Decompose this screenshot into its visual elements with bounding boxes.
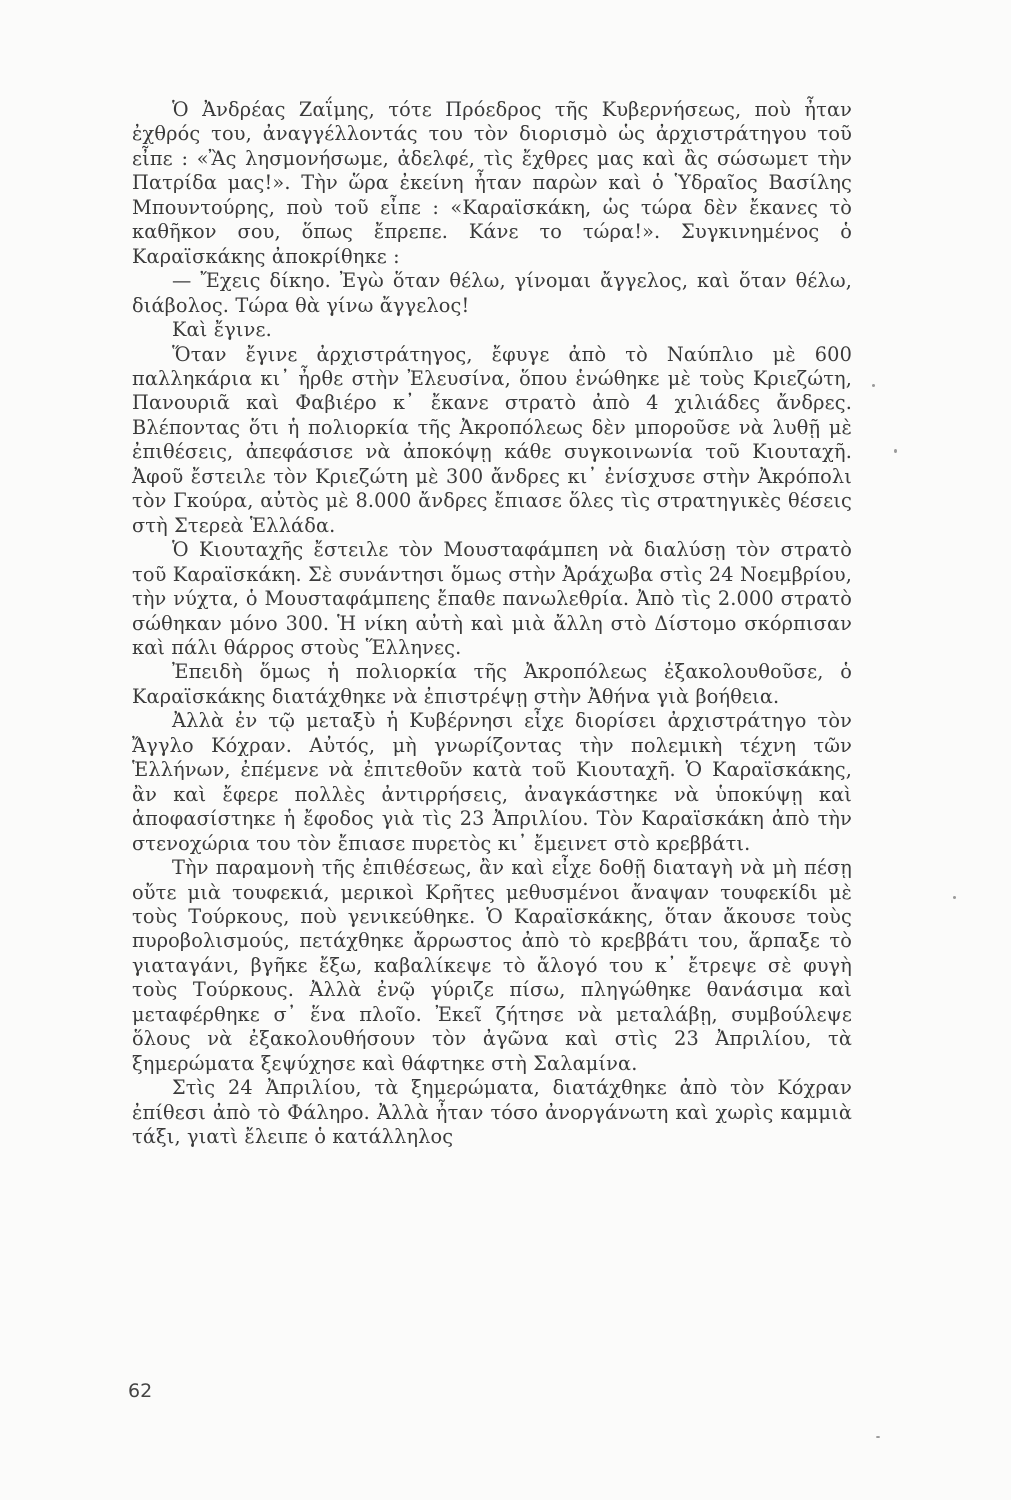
print-speck xyxy=(872,384,875,387)
paragraph-nafplio: Ὅταν ἔγινε ἀρχιστράτηγος, ἔφυγε ἀπὸ τὸ Ναύπλιο μὲ 600 παλληκάρια κι᾿ ἦρθε στὴν Ἐλευσίνα, ὅπου ἑνώθηκε μὲ τοὺς Κριεζώτη, Πανουριᾶ καὶ Φαβιέρο κ᾿ ἔκανε στρατὸ ἀπὸ 4 χιλιάδες ἄνδρες. Βλέποντας ὅτι ἡ πολιορκία τῆς Ἀκροπόλεως δὲν μποροῦσε νὰ λυθῇ μὲ ἐπιθέσεις, ἀπεφάσισε νὰ ἀποκόψῃ κάθε συγκοινωνία τοῦ Κιουταχῆ. Ἀφοῦ ἔστειλε τὸν Κριεζώτη μὲ 300 ἄνδρες κι᾿ ἐνίσχυσε στὴν Ἀκρόπολι τὸν Γκούρα, αὐτὸς μὲ 8.000 ἄνδρες ἔπιασε ὅλες τὶς στρατηγικὲς θέσεις στὴ Στερεὰ Ἑλλάδα. xyxy=(132,342,852,537)
print-speck xyxy=(953,896,956,899)
paragraph-short: Καὶ ἔγινε. xyxy=(172,318,272,342)
paragraph-kioutachis: Ὁ Κιουταχῆς ἔστειλε τὸν Μουσταφάμπεη νὰ διαλύσῃ τὸν στρατὸ τοῦ Καραϊσκάκη. Σὲ συνάντησι ὅμως στὴν Ἀράχωβα στὶς 24 Νοεμβρίου, τὴν νύχτα, ὁ Μουσταφάμπεης ἔπαθε πανωλεθρία. Ἀπὸ τὶς 2.000 στρατὸ σώθηκαν μόνο 300. Ἡ νίκη αὐτὴ καὶ μιὰ ἄλλη στὸ Δίστομο σκόρπισαν καὶ πάλι θάρρος στοὺς Ἕλληνες. xyxy=(132,538,852,659)
print-speck xyxy=(876,1436,880,1438)
body-text xyxy=(132,98,852,1149)
paragraph-cochrane: Ἀλλὰ ἐν τῷ μεταξὺ ἡ Κυβέρνησι εἶχε διορίσει ἀρχιστράτηγο τὸν Ἄγγλο Κόχραν. Αὐτός, μὴ γνωρίζοντας τὴν πολεμικὴ τέχνη τῶν Ἑλλήνων, ἐπέμενε νὰ ἐπιτεθοῦν κατὰ τοῦ Κιουταχῆ. Ὁ Καραϊσκάκης, ἂν καὶ ἔφερε πολλὲς ἀντιρρήσεις, ἀναγκάστηκε νὰ ὑποκύψῃ καὶ ἀποφασίστηκε ἡ ἔφοδος γιὰ τὶς 23 Ἀπριλίου. Τὸν Καραϊσκάκη ἀπὸ τὴν στενοχώρια του τὸν ἔπιασε πυρετὸς κι᾿ ἔμεινετ στὸ κρεββάτι. xyxy=(132,709,852,855)
paragraph-faliro: Στὶς 24 Ἀπριλίου, τὰ ξημερώματα, διατάχθηκε ἀπὸ τὸν Κόχραν ἐπίθεσι ἀπὸ τὸ Φάληρο. Ἀλλὰ ἦταν τόσο ἀνοργάνωτη καὶ χωρὶς καμμιὰ τάξι, γιατὶ ἔλειπε ὁ κατάλληλος xyxy=(132,1076,852,1149)
print-speck xyxy=(894,449,897,453)
paragraph-zaimis: Ὁ Ἀνδρέας Ζαΐμης, τότε Πρόεδρος τῆς Κυβερνήσεως, ποὺ ἦταν ἐχθρός του, ἀναγγέλλοντάς του τὸν διορισμὸ ὡς ἀρχιστράτηγου τοῦ εἶπε : «Ἂς λησμονήσωμε, ἀδελφέ, τὶς ἔχθρες μας καὶ ἂς σώσωμετ τὴν Πατρίδα μας!». Τὴν ὥρα ἐκείνη ἦταν παρὼν καὶ ὁ Ὑδραῖος Βασίλης Μπουντούρης, ποὺ τοῦ εἶπε : «Καραϊσκάκη, ὡς τώρα δὲν ἔκανες τὸ καθῆκον σου, ὅπως ἔπρεπε. Κάνε το τώρα!». Συγκινημένος ὁ Καραϊσκάκης ἀποκρίθηκε : xyxy=(132,98,852,268)
paragraph-dialogue: — Ἔχεις δίκηο. Ἐγὼ ὅταν θέλω, γίνομαι ἄγγελος, καὶ ὅταν θέλω, διάβολος. Τώρα θὰ γίνω ἄγγελος! xyxy=(132,269,852,317)
paragraph-siege: Ἐπειδὴ ὅμως ἡ πολιορκία τῆς Ἀκροπόλεως ἐξακολουθοῦσε, ὁ Καραϊσκάκης διατάχθηκε νὰ ἐπιστρέψῃ στὴν Ἀθήνα γιὰ βοήθεια. xyxy=(132,660,852,708)
paragraph-eve-of-attack: Τὴν παραμονὴ τῆς ἐπιθέσεως, ἂν καὶ εἶχε δοθῇ διαταγὴ νὰ μὴ πέσῃ οὔτε μιὰ τουφεκιά, μερικοὶ Κρῆτες μεθυσμένοι ἄναψαν τουφεκίδι μὲ τοὺς Τούρκους, ποὺ γενικεύθηκε. Ὁ Καραϊσκάκης, ὅταν ἄκουσε τοὺς πυροβολισμούς, πετάχθηκε ἄρρωστος ἀπὸ τὸ κρεββάτι του, ἅρπαξε τὸ γιαταγάνι, βγῆκε ἔξω, καβαλίκεψε τὸ ἄλογό του κ᾿ ἔτρεψε σὲ φυγὴ τοὺς Τούρκους. Ἀλλὰ ἐνῷ γύριζε πίσω, πληγώθηκε θανάσιμα καὶ μεταφέρθηκε σ᾿ ἕνα πλοῖο. Ἐκεῖ ζήτησε νὰ μεταλάβῃ, συμβούλεψε ὅλους νὰ ἐξακολουθήσουν τὸν ἀγῶνα καὶ στὶς 23 Ἀπριλίου, τὰ ξημερώματα ξεψύχησε καὶ θάφτηκε στὴ Σαλαμίνα. xyxy=(132,856,852,1075)
page-number: 62 xyxy=(128,1380,153,1402)
